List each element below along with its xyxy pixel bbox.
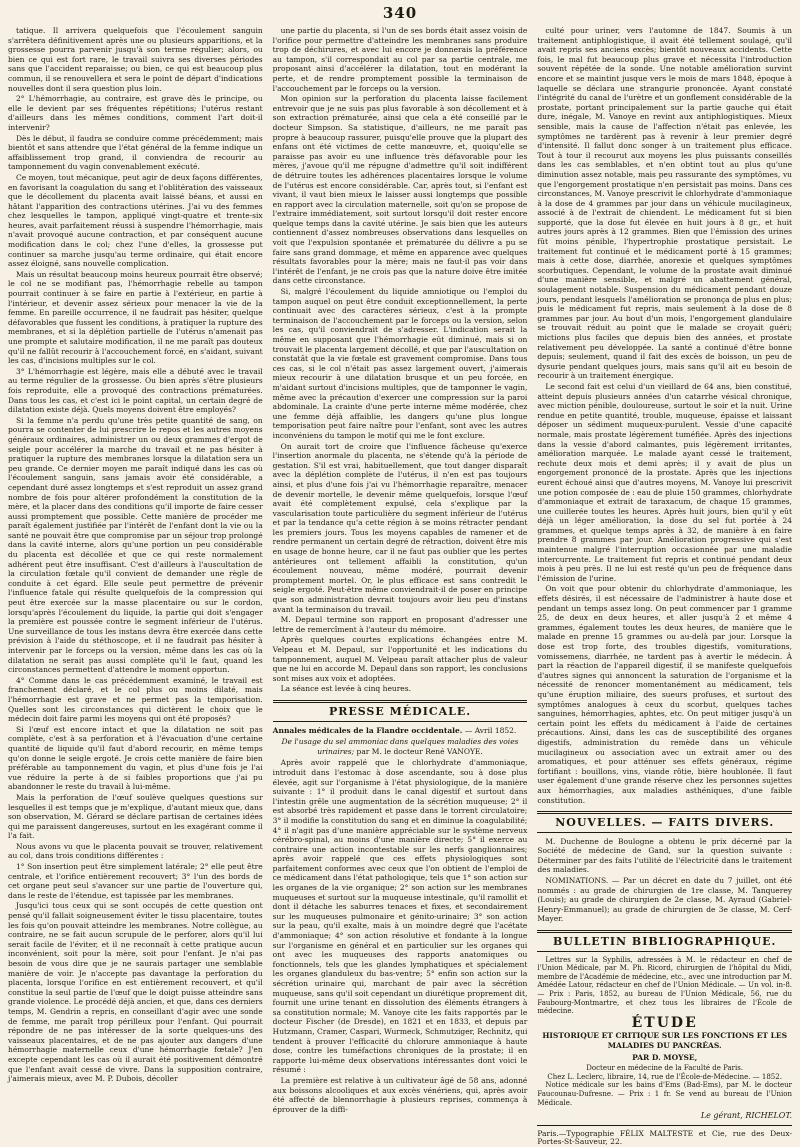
page-number: 340 [382,4,418,22]
paragraph: Si, malgré l'écoulement du liquide amniotique ou l'emploi du tampon auquel on peut être conduit exceptionnellement, la perte continuait avec des caractères sérieux, c'est à la prompte terminaison de l'accouchement par le forceps ou la version, selon les cas, qu'il conviendrait de s'adresser. L'indication serait la même en supposant que l'hémorrhagie eût diminué, mais si on trouvait le placenta largement décollé, et que par l'auscultation on constatât que la vie fœtale est gravement compromise. Dans tous ces cas, si le col n'était pas assez largement ouvert, j'aimerais mieux recourir à une dilatation brusque et un peu forcée, en m'aidant surtout d'incisions multiples, que de tamponner le vagin, même avec la précaution d'exercer une compression sur la paroi abdominale. La crainte d'une perte interne même modérée, chez une femme déjà affaiblie, les dangers qu'une plus longue temporisation peut faire naître pour l'enfant, sont avec les autres inconvéniens du tampon le motif qui me le font exclure. [272,287,528,440]
paragraph: 1° Son insertion peut être simplement latérale; 2° elle peut être centrale, et l'orifice entièrement recouvert; 3° l'un des bords de cet organe peut seul s'avancer sur une partie de l'ouverture qui, dans le reste de l'étendue, est tapissée par les membranes. [8,862,263,900]
page-columns [8,26,793,1147]
paragraph: Après avoir rappelé que le chlorhydrate d'ammoniaque, introduit dans l'estomac à dose ascendante, sou à dose plus élevée, agit sur l'organisme à l'état physiologique, de la manière suivante : 1° il produit dans le canal digestif et surtout dans l'intestin grêle une augmentation de la sécrétion muqueuse; 2° il est absorbé très rapidement et passe dans le torrent circulatoire; 3° il modifie la constitution du sang et en diminue la coagulabilité; 4° il n'agit pas d'une manière appréciable sur le système nerveux cérébro-spinal, au moins d'une manière directe; 5° il exerce au contraire une action incontestable sur les nerfs ganglionnaires; après avoir rappelé que ces effets physiologiques sont parfaitement conformes avec ceux que l'on obtient de l'emploi de ce médicament dans l'état pathologique, tels que 1° son action sur les organes de la vie organique; 2° son action sur les membranes muqueuses et surtout sur la muqueuse intestinale, qu'il ramollit et dont il détache les saburres tenaces et fixes, et secondairement sur les muqueuses pulmonaire et génito-urinaire; 3° son action sur la peau, qu'il exalte, mais à un moindre degré que l'acétate d'ammoniaque; 4° son action résolutive et fondante à la longue sur l'organisme en général et en particulier sur les organes qui ont avec les muqueuses des rapports anatomiques ou fonctionnels, tels que les glandes lymphatiques et spécialement les organes glanduleux du bas-ventre; 5° enfin son action sur la sécrétion urinaire qui, marchant de pair avec la sécrétion muqueuse, sans qu'il soit cependant un diurétique proprement dit, fournit une urine tenant en dissolution des éléments étrangers à sa constitution normale; M. Vanoye cite les faits rapportés par le docteur Fischer (de Dresde), en 1821 et en 1833, et depuis par Hutzmann, Cramer, Caspari, Wurmeck, Schmutziger, Rechnitz, qui tendent à prouver l'efficacité du chlorure ammoniaque à haute dose, contre les tuméfactions chroniques de la prostate; il en rapporte lui-même deux observations intéressantes dont voici le résumé : [272,758,528,1075]
paragraph: tatique. Il arrivera quelquefois que l'écoulement sanguin s'arrêtera définitivement après une ou plusieurs apparitions, et la grossesse pourra parvenir jusqu'à son terme régulier; alors, ou bien ce qui est fort rare, le travail suivra ses diverses périodes sans que l'accident reparaisse; ou bien, ce qui est beaucoup plus commun, il se renouvellera et sera le point de départ d'indications nouvelles dont il sera question plus loin. [8,26,263,93]
paragraph: 4° Comme dans le cas précédemment examiné, le travail est franchement déclaré, et le col plus ou moins dilaté, mais l'hémorrhagie est grave et ne permet pas la temporisation. Quelles sont les circonstances qui dictèrent le choix que le médecin doit faire parmi les moyens qui ont été proposés? [8,675,263,724]
section-divider [537,1125,792,1126]
paragraph: M. Duchenne de Boulogne a obtenu le prix décerné par la Société de médecine de Gand, sur la question suivante : Déterminer par des faits l'utilité de l'électricité dans le traitement des maladies. [537,836,793,875]
paragraph: Si la femme n'a perdu qu'une très petite quantité de sang, on pourra se contenter de lui prescrire le repos et les autres moyens généraux ordinaires, administrer un ou deux grammes d'ergot de seigle pour accélérer la marche du travail et ne pas hésiter à pratiquer la rupture des membranes lorsque la dilatation sera un peu grande. Ce dernier moyen me paraît indiqué dans les cas où l'écoulement sanguin, sans jamais avoir été considérable, a cependant duré assez longtemps et s'est reproduit un assez grand nombre de fois pour altérer profondément la constitution de la mère, et la placer dans des conditions qu'il importe de faire cesser aussi promptement que possible. Cette manière de procéder me paraît également justifiée par l'intérêt de l'enfant dont la vie ou la santé ne pouvait être que compromise par un séjour trop prolongé dans la cavité interne, alors qu'une portion un peu considérable du placenta est décollée et que ce qui reste normalement adhérent peut être insuffisant. C'est d'ailleurs à l'auscultation de la circulation fœtale qu'il convient de demander une règle de conduite à cet égard. Elle seule peut permettre de prévenir l'influence fatale qui résulte quelquefois de la compression qui peut être exercée sur la masse placentaire ou sur le cordon, lorsqu'après l'écoulement du liquide, la partie qui doit s'engager la première est poussée contre le segment inférieur de l'utérus. Une surveillance de tous les instans devra être exercée dans cette prévision à l'aide du stéthoscope, et il ne faudrait pas hésiter à intervenir par le forceps ou la version, même dans les cas où la dilatation ne serait pas aussi complète qu'il le faut, quand les circonstances permettent d'attendre le moment opportun. [8,415,263,675]
section-divider [537,930,792,933]
column-middle [272,26,528,1114]
bibliography-entry: Notice médicale sur les bains d'Ems (Bad-Ems), par M. le docteur Faucounau-Dufresne. — Prix : 1 fr. Se vend au bureau de l'Union Médicale. [537,1081,793,1107]
paragraph: Après quelques courtes explications échangées entre M. Velpeau et M. Depaul, sur l'opportunité et les indications du tamponnement, auquel M. Velpeau paraît attacher plus de valeur que ne lui en accorde M. Depaul dans son rapport, les conclusions sont mises aux voix et adoptées. [272,635,528,683]
paragraph: Jusqu'ici tous ceux qui se sont occupés de cette question ont pensé qu'il fallait soigneusement éviter le tissu placentaire, toutes les fois qu'on pouvait atteindre les membranes. Notre collègue, au contraire, ne se fait aucun scrupule de le perforer, alors qu'il lui serait facile de l'éviter, et il ne reconnaît à cette pratique aucun inconvénient, soit pour la mère, soit pour l'enfant. Je n'ai pas besoin de vous dire que je ne saurais partager une semblable manière de voir. Je n'accepte pas davantage la perforation du placenta, lorsque l'orifice en est entièrement recouvert, et qu'il constitue la seul partie de l'œuf que le doigt puisse atteindre sans grande violence. Le procédé déjà ancien, et que, dans ces derniers temps, M. Gendrin a repris, en conseillant d'agir avec une sonde de femme, me paraît trop périlleux pour l'enfant. Qui pourrait répondre de ne pas intéresser de la sorte quelques-uns des vaisseaux placentaires, et de ne pas ajouter aux dangers d'une hémorrhagie maternelle ceux d'une hémorrhagie fœtale? J'en excepte cependant les cas où il aurait été positivement démontré que l'enfant avait cessé de vivre. Dans la supposition contraire, j'aimerais mieux, avec M. P. Dubois, décoller [8,901,263,1084]
presse-source-date: — Avril 1852. [464,725,517,735]
paragraph: Mais un résultat beaucoup moins heureux pourrait être observé; le col ne se modifiant pas, l'hémorrhagie rebelle au tampon pourrait continuer à se faire en partie à l'extérieur, en partie à l'intérieur, et devenir assez sérieux pour menacer la vie de la femme. En pareille occurrence, il ne faudrait pas hésiter, quelque défavorables que fussent les conditions, à pratiquer la rupture des membranes, et si la déplétion partielle de l'utérus n'amenait pas une prompte et salutaire modification, il ne me paraît pas douteux qu'il ne fallût recourir à l'accouchement forcé, en s'aidant, suivant les cas, d'incisions multiples sur le col. [8,269,263,366]
signature: Le gérant, RICHELOT. [700,1111,793,1121]
bibliography-entry: Lettres sur la Syphilis, adressées à M. le rédacteur en chef de l'Union Médicale, par M. Ph. Ricord, chirurgien de l'hôpital du Midi, membre de l'Académie de médecine, etc., avec une introduction par M. Amédée Latour, rédacteur en chef de l'Union Médicale. — Un vol. in-8. — Prix : Paris, 1852, au bureau de l'Union Médicale, 56, rue du Faubourg-Montmartre, et chez tous les libraires de l'École de médecine. [537,955,793,1016]
column-right [537,26,793,1147]
paragraph: Le second fait est celui d'un vieillard de 64 ans, bien constitué, atteint depuis plusieurs années d'un catarrhe vésical chronique, avec miction pénible, douloureuse, surtout le soir et la nuit. Urine rendue en petite quantité, trouble, muqueuse, épaisse et laissant déposer un sédiment muqueux-purulent. Vessie d'une capacité normale, mais prostate légèrement tuméfiée. Après des injections dans la vessie d'abord calmantes, puis légèrement irritantes, amélioration marquée. Le malade ayant cessé le traitement, rechute deux mois et demi après; il y avait de plus un engorgement prononcé de la prostate. Après que les injections eurent échoué ainsi que d'autres moyens, M. Vanoye lui prescrivit une potion composée de : eau de pluie 150 grammes, chlorhydrate d'ammoniaque et extrait de taraxacum, de chaque 15 grammes, une cuillerée toutes les heures. Après huit jours, bien qu'il y eût déjà un léger amélioration, la dose du sel fut portée à 24 grammes, et quelque temps après à 32, de manière à en faire prendre 8 grammes par jour. Amélioration progressive qui s'est maintenue malgré l'interruption occasionnée par une maladie intercurrente. Le traitement fut repris et continué pendant deux mois à peu près. Il ne lui est resté qu'un peu de fréquence dans l'émission de l'urine. [537,381,793,583]
paragraph: 2° L'hémorrhagie, au contraire, est grave dès le principe, ou elle le devient par ses fréquentes répétitions; l'utérus restant d'ailleurs dans les mêmes conditions, comment l'art doit-il intervenir? [8,94,263,132]
section-divider [273,700,528,703]
presse-source [273,726,528,736]
paragraph: NOMINATIONS. — Par un décret en date du 7 juillet, ont été nommés : au grade de chirurgien de 1re classe, M. Tanquerey (Louis); au grade de chirurgien de 2e classe, M. Ayraud (Gabriel-Henry-Emmanuel); au grade de chirurgien de 3e classe, M. Cerf-Mayer. [537,876,793,924]
paragraph: une partie du placenta, si l'un de ses bords était assez voisin de l'orifice pour permettre d'atteindre les membranes sans produire trop de déchirures, et avec lui encore je donnerais la préférence au tampon, s'il correspondait au col par sa partie centrale, me proposant ainsi d'accélérer la dilatation, tout en modérant la perte, et de rendre promptement possible la terminaison de l'accouchement par le forceps ou la version. [272,26,528,93]
etude-author-credential: Docteur en médecine de la Faculté de Paris. [586,1064,744,1073]
printer-imprint: Paris.—Typographie FÉLIX MALTESTE et Cie, rue des Deux-Portes-St-Sauveur, 22. [537,1128,793,1147]
etude-title: ÉTUDE [631,1014,698,1031]
section-divider [537,832,792,833]
paragraph: Nous avons vu que le placenta pouvait se trouver, relativement au col, dans trois conditions différentes : [8,841,263,861]
presse-article-header [273,737,528,756]
paragraph: culté pour uriner, vers l'automne de 1847. Soumis à un traitement antiphlogistique, il avait été tellement soulagé, qu'il avait repris ses anciens excès; bientôt nouveaux accidents. Cette fois, le mal fut beaucoup plus grave et nécessita l'introduction souvent répétée de la sonde. Une notable amélioration survint encore et se maintint jusque vers le mois de mars 1848, époque à laquelle se déclara une strangurie prononcée. Ayant constaté l'intégrité du canal de l'urètre et un gonflement considérable de la prostate, portant principalement sur la partie gauche qui était dure, inégale, M. Vanoye en revint aux antiphlogistiques. Mieux sensible, mais la cause de l'affection n'était pas enlevée, les symptômes ne tardèrent pas à revenir à leur premier degré d'intensité. Il fallut donc songer à un traitement plus efficace. Tout à tour il recourut aux moyens les plus puissants conseillés dans les cas semblables, et n'en obtint tout au plus qu'une diminution assez notable, mais peu rassurante des symptômes, vu que l'engorgement prostatique n'en persistait pas moins. Dans ces circonstances, M. Vanoye prescrivit le chlorhydrate d'ammoniaque à la dose de 4 grammes par jour dans un véhicule mucilagineux, associé à de l'extrait de chiendent. Le médicament fut si bien supporté, que la dose fut élevée en huit jours à 8 gr., et huit autres jours après à 12 grammes. Bien que l'émission des urines fût moins pénible, l'hypertrophie prostatique persistait. Le traitement fut continué et le médicament porté à 15 grammes; mais à cette dose, diarrhée, anorexie et quelques symptômes scorbutiques. Cependant, le volume de la prostate avait diminué d'une manière sensible, et malgré un abattement général, soulagement notable. Suspension du médicament pendant douze jours, pendant lesquels l'amélioration se prononça de plus en plus; puis le médicament fut repris, mais seulement à la dose de 8 grammes par jour. Au bout d'un mois, l'engorgement glandulaire se trouvait réduit au point que le malade se croyait guéri; mictions plus faciles que depuis bien des années, et prostate relativement peu développée. La santé a continué d'être bonne depuis; seulement, quand il fait des excès de boisson, un peu de dysurie pendant quelques jours, mais sans qu'il ait eu besoin de recourir à un traitement énergique. [537,26,793,381]
etude-author: PAR D. MOYSE, [632,1052,698,1062]
section-divider [273,721,528,722]
etude-subtitle: HISTORIQUE ET CRITIQUE SUR LES FONCTIONS ET LES MALADIES DU PANCRÉAS. [542,1031,788,1050]
paragraph: Si l'œuf est encore intact et que la dilatation ne soit pas complète, c'est à sa perforation et à l'évacuation d'une certaine quantité de liquide qu'il faut d'abord recourir, en même temps qu'on donne le seigle ergoté. Je crois cette manière de faire bien préférable au tamponnement du vagin, et plus d'une fois je l'ai vue réduire la perte à de si faibles proportions que j'ai pu abandonner le reste du travail à lui-même. [8,724,263,792]
paragraph: Ce moyen, tout mécanique, peut agir de deux façons différentes, en favorisant la coagulation du sang et l'oblitération des vaisseaux que le décollement du placenta avait laissé béans, et aussi en hâtant l'apparition des contractions utérines. J'ai vu des femmes chez lesquelles le tampon, appliqué vingt-quatre et trente-six heures, avait parfaitement réussi à suspendre l'hémorrhagie, mais n'avait provoqué aucune contraction, et par conséquent aucune modification dans le col; chez l'une d'elles, la grossesse put continuer sa marche jusqu'au terme ordinaire, qui était encore assez éloigné, sans nouvelle complication. [8,172,263,269]
section-divider [537,951,792,952]
paragraph: Mais la perforation de l'œuf soulève quelques questions sur lesquelles il est temps que je m'explique, d'autant mieux que, dans son observation, M. Gérard se déclare partisan de certaines idées qui me paraissent dangereuses, surtout en les exagérant comme il l'a fait. [8,792,263,841]
paragraph: Mon opinion sur la perforation du placenta laisse facilement entrevoir que je ne suis pas plus favorable à son décollement et à son extraction prématurée, ainsi que cela a été conseillé par le docteur Simpson. Sa statistique, d'ailleurs, ne me paraît pas propre à beaucoup rassurer, puisqu'elle prouve que la plupart des enfans ont été victimes de cette manœuvre, et, quoiqu'elle se paraisse pas avoir eu une influence très défavorable pour les mères, j'avoue qu'il me répugne d'admettre qu'il soit indifférent de détruire toutes les adhérences placentaires lorsque le volume de l'utérus est encore considérable. Car, après tout, si l'enfant est vivant, il vaut bien mieux le laisser aussi longtemps que possible en rapport avec la circulation maternelle, soit qu'on se propose de l'extraire immédiatement, soit surtout lorsqu'il doit rester encore quelque temps dans la cavité utérine. Je sais bien que les auteurs contiennent d'assez nombreuses observations dans lesquelles on voit que l'expulsion spontanée et prématurée du délivre a pu se faire sans grand dommage, et même en apparence avec quelques résultats favorables pour la mère; mais ne faut-il pas voir dans l'intérêt de l'enfant, je ne crois pas que la nature doive être imitée dans cette circonstance. [272,94,528,286]
presse-article-author: par M. le docteur René VANOYE. [356,746,483,756]
paragraph: M. Depaul termine son rapport en proposant d'adresser une lettre de remercîment à l'auteur du mémoire. [272,615,528,634]
presse-source-label: Annales médicales de la Flandre occidentale. [272,725,463,735]
presse-heading: PRESSE MÉDICALE. [328,704,472,718]
nouvelles-heading: NOUVELLES. — FAITS DIVERS. [555,816,775,830]
etude-publisher: Chez L. Leclerc, libraire, 14, rue de l'École-de-Médecine. — 1852. [547,1072,782,1081]
paragraph: La première est relative à un cultivateur âgé de 58 ans, adonné aux boissons alcooliques et aux excès vénériens, qui, après avoir été affecté de blennorrhagie à plusieurs reprises, commença à éprouver de la diffi- [272,1075,528,1114]
bulletin-heading: BULLETIN BIBLIOGRAPHIQUE. [552,935,777,949]
paragraph: 3° L'hémorrhagie est légère, mais elle a débuté avec le travail au terme régulier de la grossesse. Ou bien après s'être plusieurs fois reproduite, elle a provoqué des contractions prématurées. Dans tous les cas, et c'est ici le point capital, un certain degré de dilatation existe déjà. Quels moyens doivent être employés? [8,366,263,415]
column-left [8,26,263,1099]
section-divider [537,811,792,814]
presse-article-title: De l'usage du sel ammoniac dans quelques maladies des voies urinaires; [281,737,519,756]
paragraph: On voit que pour obtenir du chlorhydrate d'ammoniaque, les effets désirés, il est nécessaire de l'administrer à haute dose et pendant un temps assez long. On peut commencer par 1 gramme 25, de deux en deux heures, et aller jusqu'à 2 et même 4 grammes, également toutes les deux heures, de manière que le malade en prenne 15 grammes ou au-delà par jour. Lorsque la dose est trop forte, des troubles digestifs, vomiturations, vomissemens, diarrhée, ne tardent pas à avertir le médecin. À part la réaction de l'appareil digestif, il se manifeste quelquefois d'autres signes qui annoncent la saturation de l'organisme et la nécessité de renoncer momentanément au médicament, tels qu'une éruption miliaire, des sueurs profuses, et surtout des symptômes analogues à ceux du scorbut, quelques taches sanguines, hémorrhagies, aphtes, etc. On peut mitiger jusqu'à un certain point les effets du médicament à l'aide de certaines précautions. Ainsi, dans les cas de susceptibilité des organes digestifs, administration du remède dans un véhicule mucilagineux ou association avec un extrait amer ou des aromatiques, et pour atténuer ses effets généraux, régime fortifiant : bouillons, vins, viande rôtie, bière houblonée. Il faut user également d'une grande réserve chez les personnes sujettes aux hémorrhagies, aux maladies asthéniques, d'une faible constitution. [537,584,793,805]
paragraph: Dès le début, il faudra se conduire comme précédemment; mais bientôt et sans attendre que l'état général de la femme indique un affaiblissement trop grand, il conviendra de recourir au tamponnement du vagin convenablement exécuté. [8,133,263,172]
paragraph: La séance est levée à cinq heures. [280,684,411,694]
paragraph: On aurait tort de croire que l'influence fâcheuse qu'exerce l'insertion anormale du placenta, ne s'étende qu'à la période de gestation. S'il est vrai, habituellement, que tout danger disparaît avec la déplétion complète de l'utérus, il n'en est pas toujours ainsi, et plus d'une fois j'ai vu l'hémorrhagie reparaître, menacer de devenir mortelle, le devenir même quelquefois, lorsque l'œuf avait été complètement expulsé, cela s'explique par la vascularisation toute particulière du segment inférieur de l'utérus et par la tendance qu'a cette région à se moins rétracter pendant les premiers jours. Tous les moyens capables de ramener et de rendre permanent un certain degré de rétraction, doivent être mis en usage de bonne heure, car il ne faut pas oublier que les pertes antérieures ont tellement affaibli la constitution, qu'un écoulement nouveau, même modéré, pourrait devenir promptement mortel. Or, le plus efficace est sans contredit le seigle ergoté. Peut-être même conviendrait-il de poser en principe que son administration devrait toujours avoir lieu peu d'instans avant la terminaison du travail. [272,441,528,614]
